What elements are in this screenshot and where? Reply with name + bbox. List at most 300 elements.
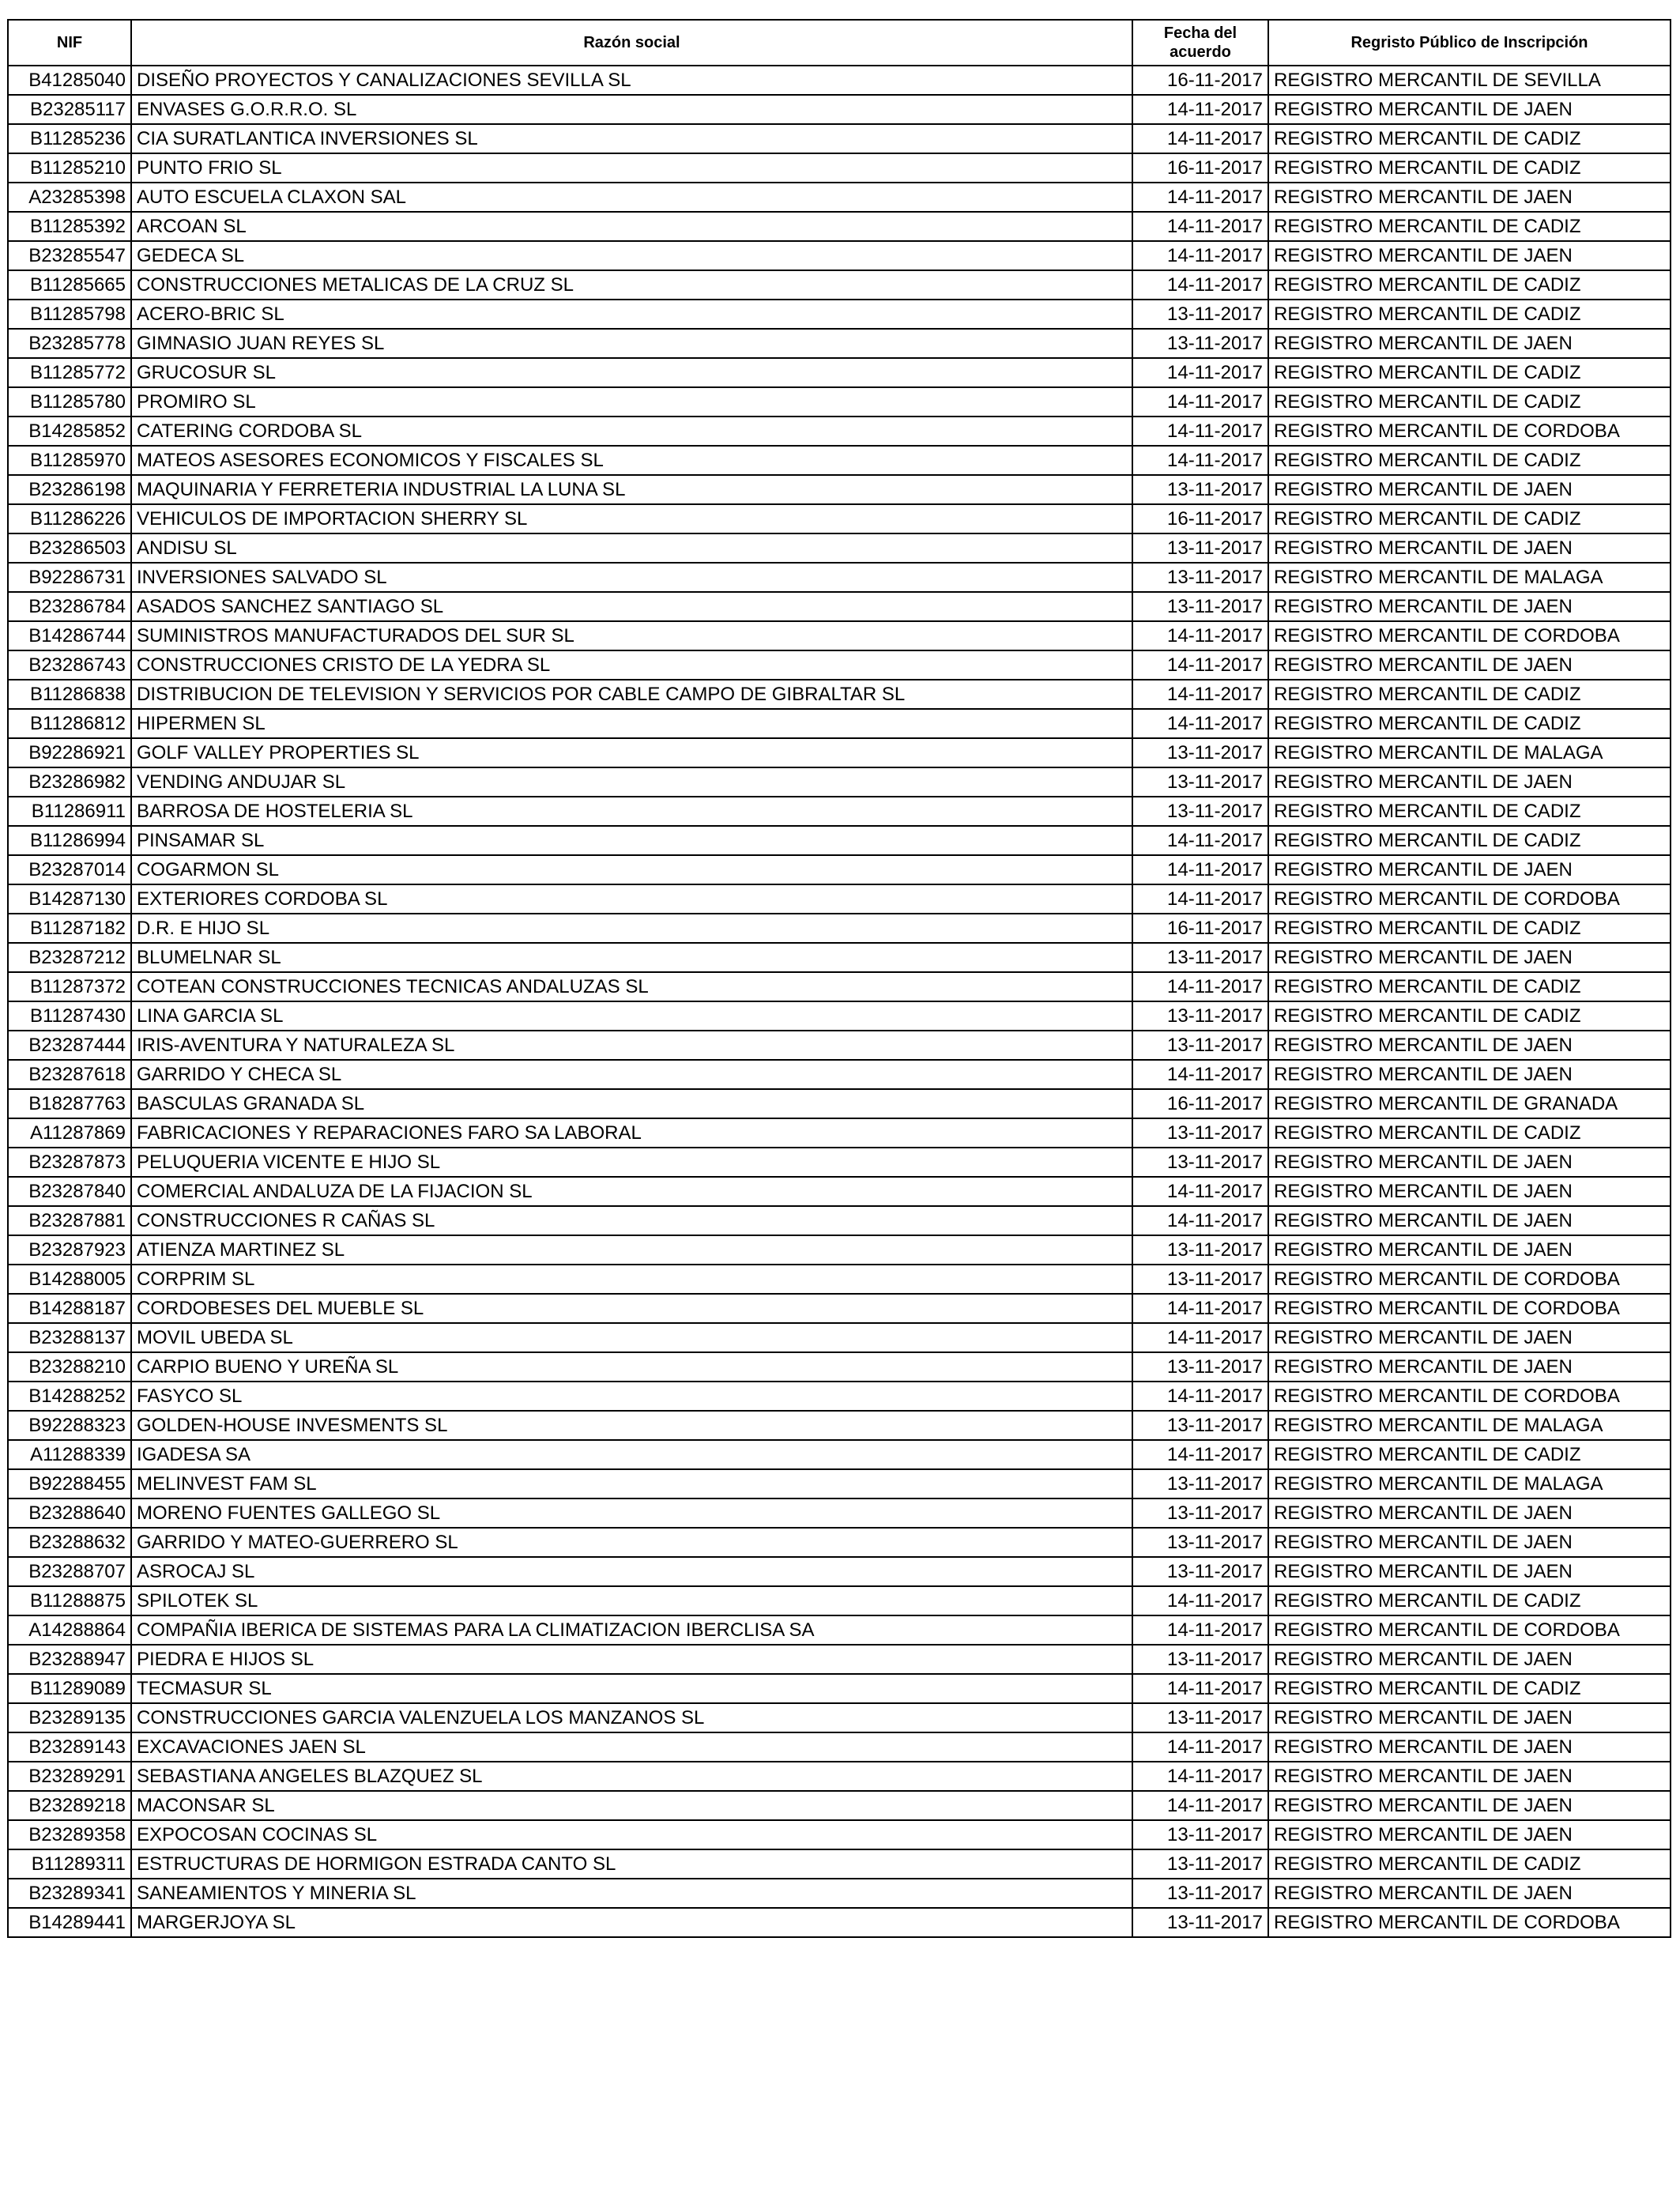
cell-nif: B92288323 [8, 1411, 131, 1440]
cell-nif: B14289441 [8, 1908, 131, 1937]
table-row [8, 124, 1671, 153]
cell-registro: REGISTRO MERCANTIL DE JAEN [1268, 1557, 1671, 1586]
cell-registro: REGISTRO MERCANTIL DE CORDOBA [1268, 1294, 1671, 1323]
table-row [8, 1557, 1671, 1586]
cell-razon-social: TECMASUR SL [131, 1674, 1132, 1703]
table-row [8, 650, 1671, 680]
cell-nif: A11288339 [8, 1440, 131, 1469]
cell-registro: REGISTRO MERCANTIL DE JAEN [1268, 1352, 1671, 1382]
cell-razon-social: ENVASES G.O.R.R.O. SL [131, 95, 1132, 124]
cell-nif: B18287763 [8, 1089, 131, 1118]
cell-razon-social: COMERCIAL ANDALUZA DE LA FIJACION SL [131, 1177, 1132, 1206]
cell-razon-social: CORDOBESES DEL MUEBLE SL [131, 1294, 1132, 1323]
cell-nif: B11286812 [8, 709, 131, 738]
cell-fecha: 14-11-2017 [1132, 1732, 1268, 1762]
cell-fecha: 13-11-2017 [1132, 1498, 1268, 1528]
cell-nif: B23288137 [8, 1323, 131, 1352]
cell-registro: REGISTRO MERCANTIL DE JAEN [1268, 855, 1671, 884]
cell-razon-social: COMPAÑIA IBERICA DE SISTEMAS PARA LA CLIMATIZACION IBERCLISA SA [131, 1615, 1132, 1645]
cell-razon-social: FASYCO SL [131, 1382, 1132, 1411]
table-row [8, 1674, 1671, 1703]
cell-fecha: 14-11-2017 [1132, 1615, 1268, 1645]
cell-registro: REGISTRO MERCANTIL DE CADIZ [1268, 1440, 1671, 1469]
cell-razon-social: GARRIDO Y CHECA SL [131, 1060, 1132, 1089]
cell-nif: B11285392 [8, 212, 131, 241]
cell-fecha: 14-11-2017 [1132, 1060, 1268, 1089]
cell-razon-social: MACONSAR SL [131, 1791, 1132, 1820]
cell-fecha: 16-11-2017 [1132, 1089, 1268, 1118]
cell-nif: B92286921 [8, 738, 131, 767]
cell-razon-social: EXTERIORES CORDOBA SL [131, 884, 1132, 914]
cell-razon-social: CONSTRUCCIONES METALICAS DE LA CRUZ SL [131, 270, 1132, 300]
cell-registro: REGISTRO MERCANTIL DE CADIZ [1268, 387, 1671, 417]
table-row [8, 1469, 1671, 1498]
cell-nif: B14287130 [8, 884, 131, 914]
cell-nif: B11286911 [8, 797, 131, 826]
cell-razon-social: GEDECA SL [131, 241, 1132, 270]
cell-fecha: 14-11-2017 [1132, 855, 1268, 884]
cell-registro: REGISTRO MERCANTIL DE JAEN [1268, 592, 1671, 621]
table-row [8, 1908, 1671, 1937]
cell-fecha: 14-11-2017 [1132, 1382, 1268, 1411]
table-row [8, 1352, 1671, 1382]
cell-fecha: 14-11-2017 [1132, 212, 1268, 241]
cell-fecha: 14-11-2017 [1132, 1674, 1268, 1703]
cell-registro: REGISTRO MERCANTIL DE JAEN [1268, 1820, 1671, 1849]
cell-razon-social: PELUQUERIA VICENTE E HIJO SL [131, 1148, 1132, 1177]
table-row [8, 826, 1671, 855]
table-row [8, 1294, 1671, 1323]
table-row [8, 66, 1671, 95]
cell-razon-social: MELINVEST FAM SL [131, 1469, 1132, 1498]
cell-nif: B11287430 [8, 1001, 131, 1031]
cell-registro: REGISTRO MERCANTIL DE MALAGA [1268, 738, 1671, 767]
cell-registro: REGISTRO MERCANTIL DE CADIZ [1268, 1586, 1671, 1615]
cell-registro: REGISTRO MERCANTIL DE CADIZ [1268, 680, 1671, 709]
cell-nif: B23287873 [8, 1148, 131, 1177]
cell-registro: REGISTRO MERCANTIL DE JAEN [1268, 1235, 1671, 1265]
cell-nif: B11289311 [8, 1849, 131, 1879]
cell-fecha: 13-11-2017 [1132, 300, 1268, 329]
cell-razon-social: ASADOS SANCHEZ SANTIAGO SL [131, 592, 1132, 621]
cell-fecha: 13-11-2017 [1132, 1001, 1268, 1031]
cell-fecha: 13-11-2017 [1132, 329, 1268, 358]
cell-registro: REGISTRO MERCANTIL DE JAEN [1268, 1791, 1671, 1820]
cell-razon-social: SANEAMIENTOS Y MINERIA SL [131, 1879, 1132, 1908]
cell-registro: REGISTRO MERCANTIL DE MALAGA [1268, 1469, 1671, 1498]
cell-nif: B23286198 [8, 475, 131, 504]
cell-nif: B11285665 [8, 270, 131, 300]
table-row [8, 270, 1671, 300]
cell-registro: REGISTRO MERCANTIL DE JAEN [1268, 329, 1671, 358]
cell-razon-social: MOVIL UBEDA SL [131, 1323, 1132, 1352]
cell-fecha: 13-11-2017 [1132, 1265, 1268, 1294]
cell-fecha: 13-11-2017 [1132, 738, 1268, 767]
cell-razon-social: MATEOS ASESORES ECONOMICOS Y FISCALES SL [131, 446, 1132, 475]
cell-fecha: 14-11-2017 [1132, 1440, 1268, 1469]
table-header [8, 20, 1671, 66]
cell-nif: B23288947 [8, 1645, 131, 1674]
cell-razon-social: FABRICACIONES Y REPARACIONES FARO SA LABORAL [131, 1118, 1132, 1148]
cell-fecha: 13-11-2017 [1132, 1820, 1268, 1849]
cell-registro: REGISTRO MERCANTIL DE CORDOBA [1268, 1265, 1671, 1294]
cell-fecha: 13-11-2017 [1132, 1557, 1268, 1586]
cell-nif: B14285852 [8, 417, 131, 446]
table-row [8, 1879, 1671, 1908]
cell-razon-social: MORENO FUENTES GALLEGO SL [131, 1498, 1132, 1528]
cell-fecha: 14-11-2017 [1132, 826, 1268, 855]
cell-registro: REGISTRO MERCANTIL DE JAEN [1268, 1031, 1671, 1060]
cell-nif: B41285040 [8, 66, 131, 95]
cell-nif: B23288640 [8, 1498, 131, 1528]
table-row [8, 1849, 1671, 1879]
cell-nif: B11288875 [8, 1586, 131, 1615]
table-row [8, 1235, 1671, 1265]
cell-nif: B23289135 [8, 1703, 131, 1732]
cell-registro: REGISTRO MERCANTIL DE CADIZ [1268, 1118, 1671, 1148]
cell-registro: REGISTRO MERCANTIL DE CADIZ [1268, 124, 1671, 153]
cell-nif: B11285772 [8, 358, 131, 387]
cell-registro: REGISTRO MERCANTIL DE JAEN [1268, 475, 1671, 504]
cell-registro: REGISTRO MERCANTIL DE CADIZ [1268, 914, 1671, 943]
cell-nif: B11285798 [8, 300, 131, 329]
cell-razon-social: ASROCAJ SL [131, 1557, 1132, 1586]
cell-registro: REGISTRO MERCANTIL DE JAEN [1268, 767, 1671, 797]
cell-fecha: 13-11-2017 [1132, 1235, 1268, 1265]
cell-nif: B23287444 [8, 1031, 131, 1060]
table-row [8, 533, 1671, 563]
table-row [8, 387, 1671, 417]
cell-fecha: 16-11-2017 [1132, 66, 1268, 95]
cell-razon-social: MAQUINARIA Y FERRETERIA INDUSTRIAL LA LUNA SL [131, 475, 1132, 504]
table-row [8, 914, 1671, 943]
cell-registro: REGISTRO MERCANTIL DE CADIZ [1268, 358, 1671, 387]
cell-nif: B23285547 [8, 241, 131, 270]
cell-fecha: 13-11-2017 [1132, 1879, 1268, 1908]
cell-razon-social: CORPRIM SL [131, 1265, 1132, 1294]
cell-registro: REGISTRO MERCANTIL DE JAEN [1268, 943, 1671, 972]
cell-nif: B11285236 [8, 124, 131, 153]
cell-razon-social: MARGERJOYA SL [131, 1908, 1132, 1937]
cell-fecha: 13-11-2017 [1132, 943, 1268, 972]
cell-razon-social: CIA SURATLANTICA INVERSIONES SL [131, 124, 1132, 153]
table-row [8, 153, 1671, 183]
cell-razon-social: D.R. E HIJO SL [131, 914, 1132, 943]
table-row [8, 300, 1671, 329]
cell-nif: B11289089 [8, 1674, 131, 1703]
cell-fecha: 14-11-2017 [1132, 417, 1268, 446]
cell-nif: B23286743 [8, 650, 131, 680]
cell-razon-social: COGARMON SL [131, 855, 1132, 884]
header-registro: Regristo Público de Inscripción [1268, 20, 1671, 66]
cell-nif: B23287840 [8, 1177, 131, 1206]
cell-fecha: 14-11-2017 [1132, 446, 1268, 475]
cell-registro: REGISTRO MERCANTIL DE JAEN [1268, 183, 1671, 212]
cell-razon-social: LINA GARCIA SL [131, 1001, 1132, 1031]
table-row [8, 943, 1671, 972]
cell-registro: REGISTRO MERCANTIL DE JAEN [1268, 95, 1671, 124]
cell-razon-social: ARCOAN SL [131, 212, 1132, 241]
table-row [8, 1791, 1671, 1820]
table-row [8, 1265, 1671, 1294]
cell-fecha: 14-11-2017 [1132, 972, 1268, 1001]
cell-registro: REGISTRO MERCANTIL DE JAEN [1268, 533, 1671, 563]
table-row [8, 241, 1671, 270]
cell-nif: B23289143 [8, 1732, 131, 1762]
table-row [8, 680, 1671, 709]
table-row [8, 183, 1671, 212]
cell-registro: REGISTRO MERCANTIL DE JAEN [1268, 1762, 1671, 1791]
cell-nif: B23286503 [8, 533, 131, 563]
cell-fecha: 14-11-2017 [1132, 884, 1268, 914]
cell-fecha: 13-11-2017 [1132, 797, 1268, 826]
table-row [8, 972, 1671, 1001]
table-row [8, 504, 1671, 533]
cell-registro: REGISTRO MERCANTIL DE CADIZ [1268, 797, 1671, 826]
cell-registro: REGISTRO MERCANTIL DE CADIZ [1268, 153, 1671, 183]
cell-razon-social: DISTRIBUCION DE TELEVISION Y SERVICIOS POR CABLE CAMPO DE GIBRALTAR SL [131, 680, 1132, 709]
cell-razon-social: EXPOCOSAN COCINAS SL [131, 1820, 1132, 1849]
cell-fecha: 13-11-2017 [1132, 1118, 1268, 1148]
table-row [8, 1703, 1671, 1732]
cell-registro: REGISTRO MERCANTIL DE CADIZ [1268, 300, 1671, 329]
cell-razon-social: PUNTO FRIO SL [131, 153, 1132, 183]
cell-fecha: 13-11-2017 [1132, 1703, 1268, 1732]
cell-razon-social: VEHICULOS DE IMPORTACION SHERRY SL [131, 504, 1132, 533]
cell-fecha: 14-11-2017 [1132, 1323, 1268, 1352]
cell-razon-social: GOLDEN-HOUSE INVESMENTS SL [131, 1411, 1132, 1440]
cell-fecha: 13-11-2017 [1132, 563, 1268, 592]
cell-razon-social: ACERO-BRIC SL [131, 300, 1132, 329]
cell-fecha: 13-11-2017 [1132, 1645, 1268, 1674]
table-row [8, 1586, 1671, 1615]
cell-registro: REGISTRO MERCANTIL DE JAEN [1268, 650, 1671, 680]
cell-razon-social: BARROSA DE HOSTELERIA SL [131, 797, 1132, 826]
cell-fecha: 14-11-2017 [1132, 650, 1268, 680]
cell-fecha: 14-11-2017 [1132, 680, 1268, 709]
cell-razon-social: VENDING ANDUJAR SL [131, 767, 1132, 797]
cell-fecha: 13-11-2017 [1132, 1528, 1268, 1557]
cell-nif: B23288707 [8, 1557, 131, 1586]
table-row [8, 1148, 1671, 1177]
cell-registro: REGISTRO MERCANTIL DE CADIZ [1268, 270, 1671, 300]
cell-nif: B23289218 [8, 1791, 131, 1820]
cell-fecha: 14-11-2017 [1132, 124, 1268, 153]
cell-fecha: 14-11-2017 [1132, 1294, 1268, 1323]
table-row [8, 709, 1671, 738]
cell-nif: B11285970 [8, 446, 131, 475]
cell-razon-social: COTEAN CONSTRUCCIONES TECNICAS ANDALUZAS SL [131, 972, 1132, 1001]
table-row [8, 1762, 1671, 1791]
cell-fecha: 13-11-2017 [1132, 475, 1268, 504]
cell-fecha: 14-11-2017 [1132, 1586, 1268, 1615]
cell-registro: REGISTRO MERCANTIL DE JAEN [1268, 1732, 1671, 1762]
cell-nif: A11287869 [8, 1118, 131, 1148]
header-nif: NIF [8, 20, 131, 66]
cell-registro: REGISTRO MERCANTIL DE CORDOBA [1268, 1615, 1671, 1645]
cell-registro: REGISTRO MERCANTIL DE MALAGA [1268, 1411, 1671, 1440]
cell-registro: REGISTRO MERCANTIL DE JAEN [1268, 1206, 1671, 1235]
cell-registro: REGISTRO MERCANTIL DE CADIZ [1268, 826, 1671, 855]
cell-fecha: 16-11-2017 [1132, 914, 1268, 943]
table-row [8, 95, 1671, 124]
cell-nif: B14288252 [8, 1382, 131, 1411]
cell-razon-social: AUTO ESCUELA CLAXON SAL [131, 183, 1132, 212]
cell-nif: B23285778 [8, 329, 131, 358]
cell-razon-social: CATERING CORDOBA SL [131, 417, 1132, 446]
table-row [8, 358, 1671, 387]
cell-registro: REGISTRO MERCANTIL DE JAEN [1268, 1703, 1671, 1732]
table-row [8, 1089, 1671, 1118]
cell-razon-social: IGADESA SA [131, 1440, 1132, 1469]
cell-fecha: 13-11-2017 [1132, 1031, 1268, 1060]
cell-nif: B92286731 [8, 563, 131, 592]
cell-nif: B11287182 [8, 914, 131, 943]
cell-nif: B14286744 [8, 621, 131, 650]
table-row [8, 1001, 1671, 1031]
cell-razon-social: PROMIRO SL [131, 387, 1132, 417]
cell-fecha: 13-11-2017 [1132, 1849, 1268, 1879]
cell-fecha: 13-11-2017 [1132, 1469, 1268, 1498]
cell-nif: B23289291 [8, 1762, 131, 1791]
cell-registro: REGISTRO MERCANTIL DE CORDOBA [1268, 884, 1671, 914]
table-row [8, 1820, 1671, 1849]
cell-fecha: 13-11-2017 [1132, 533, 1268, 563]
cell-registro: REGISTRO MERCANTIL DE CORDOBA [1268, 621, 1671, 650]
cell-razon-social: PINSAMAR SL [131, 826, 1132, 855]
table-row [8, 446, 1671, 475]
cell-fecha: 14-11-2017 [1132, 183, 1268, 212]
cell-razon-social: SEBASTIANA ANGELES BLAZQUEZ SL [131, 1762, 1132, 1791]
cell-nif: B11285210 [8, 153, 131, 183]
cell-fecha: 14-11-2017 [1132, 95, 1268, 124]
cell-registro: REGISTRO MERCANTIL DE CORDOBA [1268, 1908, 1671, 1937]
table-row [8, 1323, 1671, 1352]
table-row [8, 417, 1671, 446]
table-row [8, 1411, 1671, 1440]
table-row [8, 475, 1671, 504]
cell-razon-social: DISEÑO PROYECTOS Y CANALIZACIONES SEVILLA SL [131, 66, 1132, 95]
table-row [8, 1382, 1671, 1411]
cell-nif: B11285780 [8, 387, 131, 417]
cell-registro: REGISTRO MERCANTIL DE JAEN [1268, 1498, 1671, 1528]
cell-nif: B23287014 [8, 855, 131, 884]
cell-fecha: 14-11-2017 [1132, 709, 1268, 738]
table-row [8, 1615, 1671, 1645]
table-row [8, 1031, 1671, 1060]
cell-nif: B23288632 [8, 1528, 131, 1557]
cell-nif: A23285398 [8, 183, 131, 212]
cell-registro: REGISTRO MERCANTIL DE JAEN [1268, 241, 1671, 270]
cell-nif: B14288005 [8, 1265, 131, 1294]
table-row [8, 1440, 1671, 1469]
cell-registro: REGISTRO MERCANTIL DE JAEN [1268, 1323, 1671, 1352]
cell-fecha: 13-11-2017 [1132, 767, 1268, 797]
cell-registro: REGISTRO MERCANTIL DE CADIZ [1268, 1849, 1671, 1879]
cell-registro: REGISTRO MERCANTIL DE CADIZ [1268, 1001, 1671, 1031]
table-row [8, 592, 1671, 621]
cell-nif: B23287923 [8, 1235, 131, 1265]
cell-registro: REGISTRO MERCANTIL DE JAEN [1268, 1060, 1671, 1089]
table-row [8, 212, 1671, 241]
cell-fecha: 14-11-2017 [1132, 1791, 1268, 1820]
cell-nif: B11286226 [8, 504, 131, 533]
cell-razon-social: GOLF VALLEY PROPERTIES SL [131, 738, 1132, 767]
cell-nif: B14288187 [8, 1294, 131, 1323]
cell-fecha: 14-11-2017 [1132, 1177, 1268, 1206]
cell-nif: A14288864 [8, 1615, 131, 1645]
header-razon-social: Razón social [131, 20, 1132, 66]
cell-fecha: 13-11-2017 [1132, 1352, 1268, 1382]
header-fecha-acuerdo: Fecha del acuerdo [1132, 20, 1268, 66]
cell-nif: B23289341 [8, 1879, 131, 1908]
cell-nif: B92288455 [8, 1469, 131, 1498]
cell-registro: REGISTRO MERCANTIL DE CADIZ [1268, 446, 1671, 475]
cell-fecha: 14-11-2017 [1132, 270, 1268, 300]
cell-razon-social: ANDISU SL [131, 533, 1132, 563]
cell-nif: B23287881 [8, 1206, 131, 1235]
cell-nif: B23286784 [8, 592, 131, 621]
table-row [8, 563, 1671, 592]
cell-registro: REGISTRO MERCANTIL DE CORDOBA [1268, 1382, 1671, 1411]
table-row [8, 884, 1671, 914]
cell-registro: REGISTRO MERCANTIL DE JAEN [1268, 1177, 1671, 1206]
table-row [8, 767, 1671, 797]
header-row [8, 20, 1671, 66]
cell-registro: REGISTRO MERCANTIL DE JAEN [1268, 1879, 1671, 1908]
cell-razon-social: CONSTRUCCIONES GARCIA VALENZUELA LOS MANZANOS SL [131, 1703, 1132, 1732]
cell-fecha: 13-11-2017 [1132, 592, 1268, 621]
cell-registro: REGISTRO MERCANTIL DE MALAGA [1268, 563, 1671, 592]
registry-table [7, 19, 1671, 1938]
cell-registro: REGISTRO MERCANTIL DE CADIZ [1268, 504, 1671, 533]
cell-razon-social: BASCULAS GRANADA SL [131, 1089, 1132, 1118]
cell-razon-social: EXCAVACIONES JAEN SL [131, 1732, 1132, 1762]
cell-registro: REGISTRO MERCANTIL DE JAEN [1268, 1148, 1671, 1177]
table-row [8, 621, 1671, 650]
table-row [8, 1645, 1671, 1674]
cell-fecha: 14-11-2017 [1132, 358, 1268, 387]
cell-razon-social: ESTRUCTURAS DE HORMIGON ESTRADA CANTO SL [131, 1849, 1132, 1879]
cell-registro: REGISTRO MERCANTIL DE CORDOBA [1268, 417, 1671, 446]
cell-razon-social: CONSTRUCCIONES CRISTO DE LA YEDRA SL [131, 650, 1132, 680]
cell-razon-social: HIPERMEN SL [131, 709, 1132, 738]
cell-registro: REGISTRO MERCANTIL DE SEVILLA [1268, 66, 1671, 95]
cell-razon-social: CARPIO BUENO Y UREÑA SL [131, 1352, 1132, 1382]
cell-fecha: 14-11-2017 [1132, 621, 1268, 650]
cell-razon-social: SUMINISTROS MANUFACTURADOS DEL SUR SL [131, 621, 1132, 650]
cell-nif: B23286982 [8, 767, 131, 797]
cell-nif: B23289358 [8, 1820, 131, 1849]
cell-registro: REGISTRO MERCANTIL DE JAEN [1268, 1645, 1671, 1674]
table-row [8, 738, 1671, 767]
cell-registro: REGISTRO MERCANTIL DE CADIZ [1268, 212, 1671, 241]
table-row [8, 1498, 1671, 1528]
cell-registro: REGISTRO MERCANTIL DE JAEN [1268, 1528, 1671, 1557]
cell-fecha: 13-11-2017 [1132, 1411, 1268, 1440]
cell-nif: B23285117 [8, 95, 131, 124]
cell-fecha: 14-11-2017 [1132, 241, 1268, 270]
table-row [8, 1206, 1671, 1235]
table-row [8, 1528, 1671, 1557]
cell-fecha: 13-11-2017 [1132, 1148, 1268, 1177]
cell-nif: B11287372 [8, 972, 131, 1001]
cell-razon-social: GRUCOSUR SL [131, 358, 1132, 387]
cell-razon-social: BLUMELNAR SL [131, 943, 1132, 972]
cell-fecha: 13-11-2017 [1132, 1908, 1268, 1937]
cell-razon-social: PIEDRA E HIJOS SL [131, 1645, 1132, 1674]
table-row [8, 1177, 1671, 1206]
